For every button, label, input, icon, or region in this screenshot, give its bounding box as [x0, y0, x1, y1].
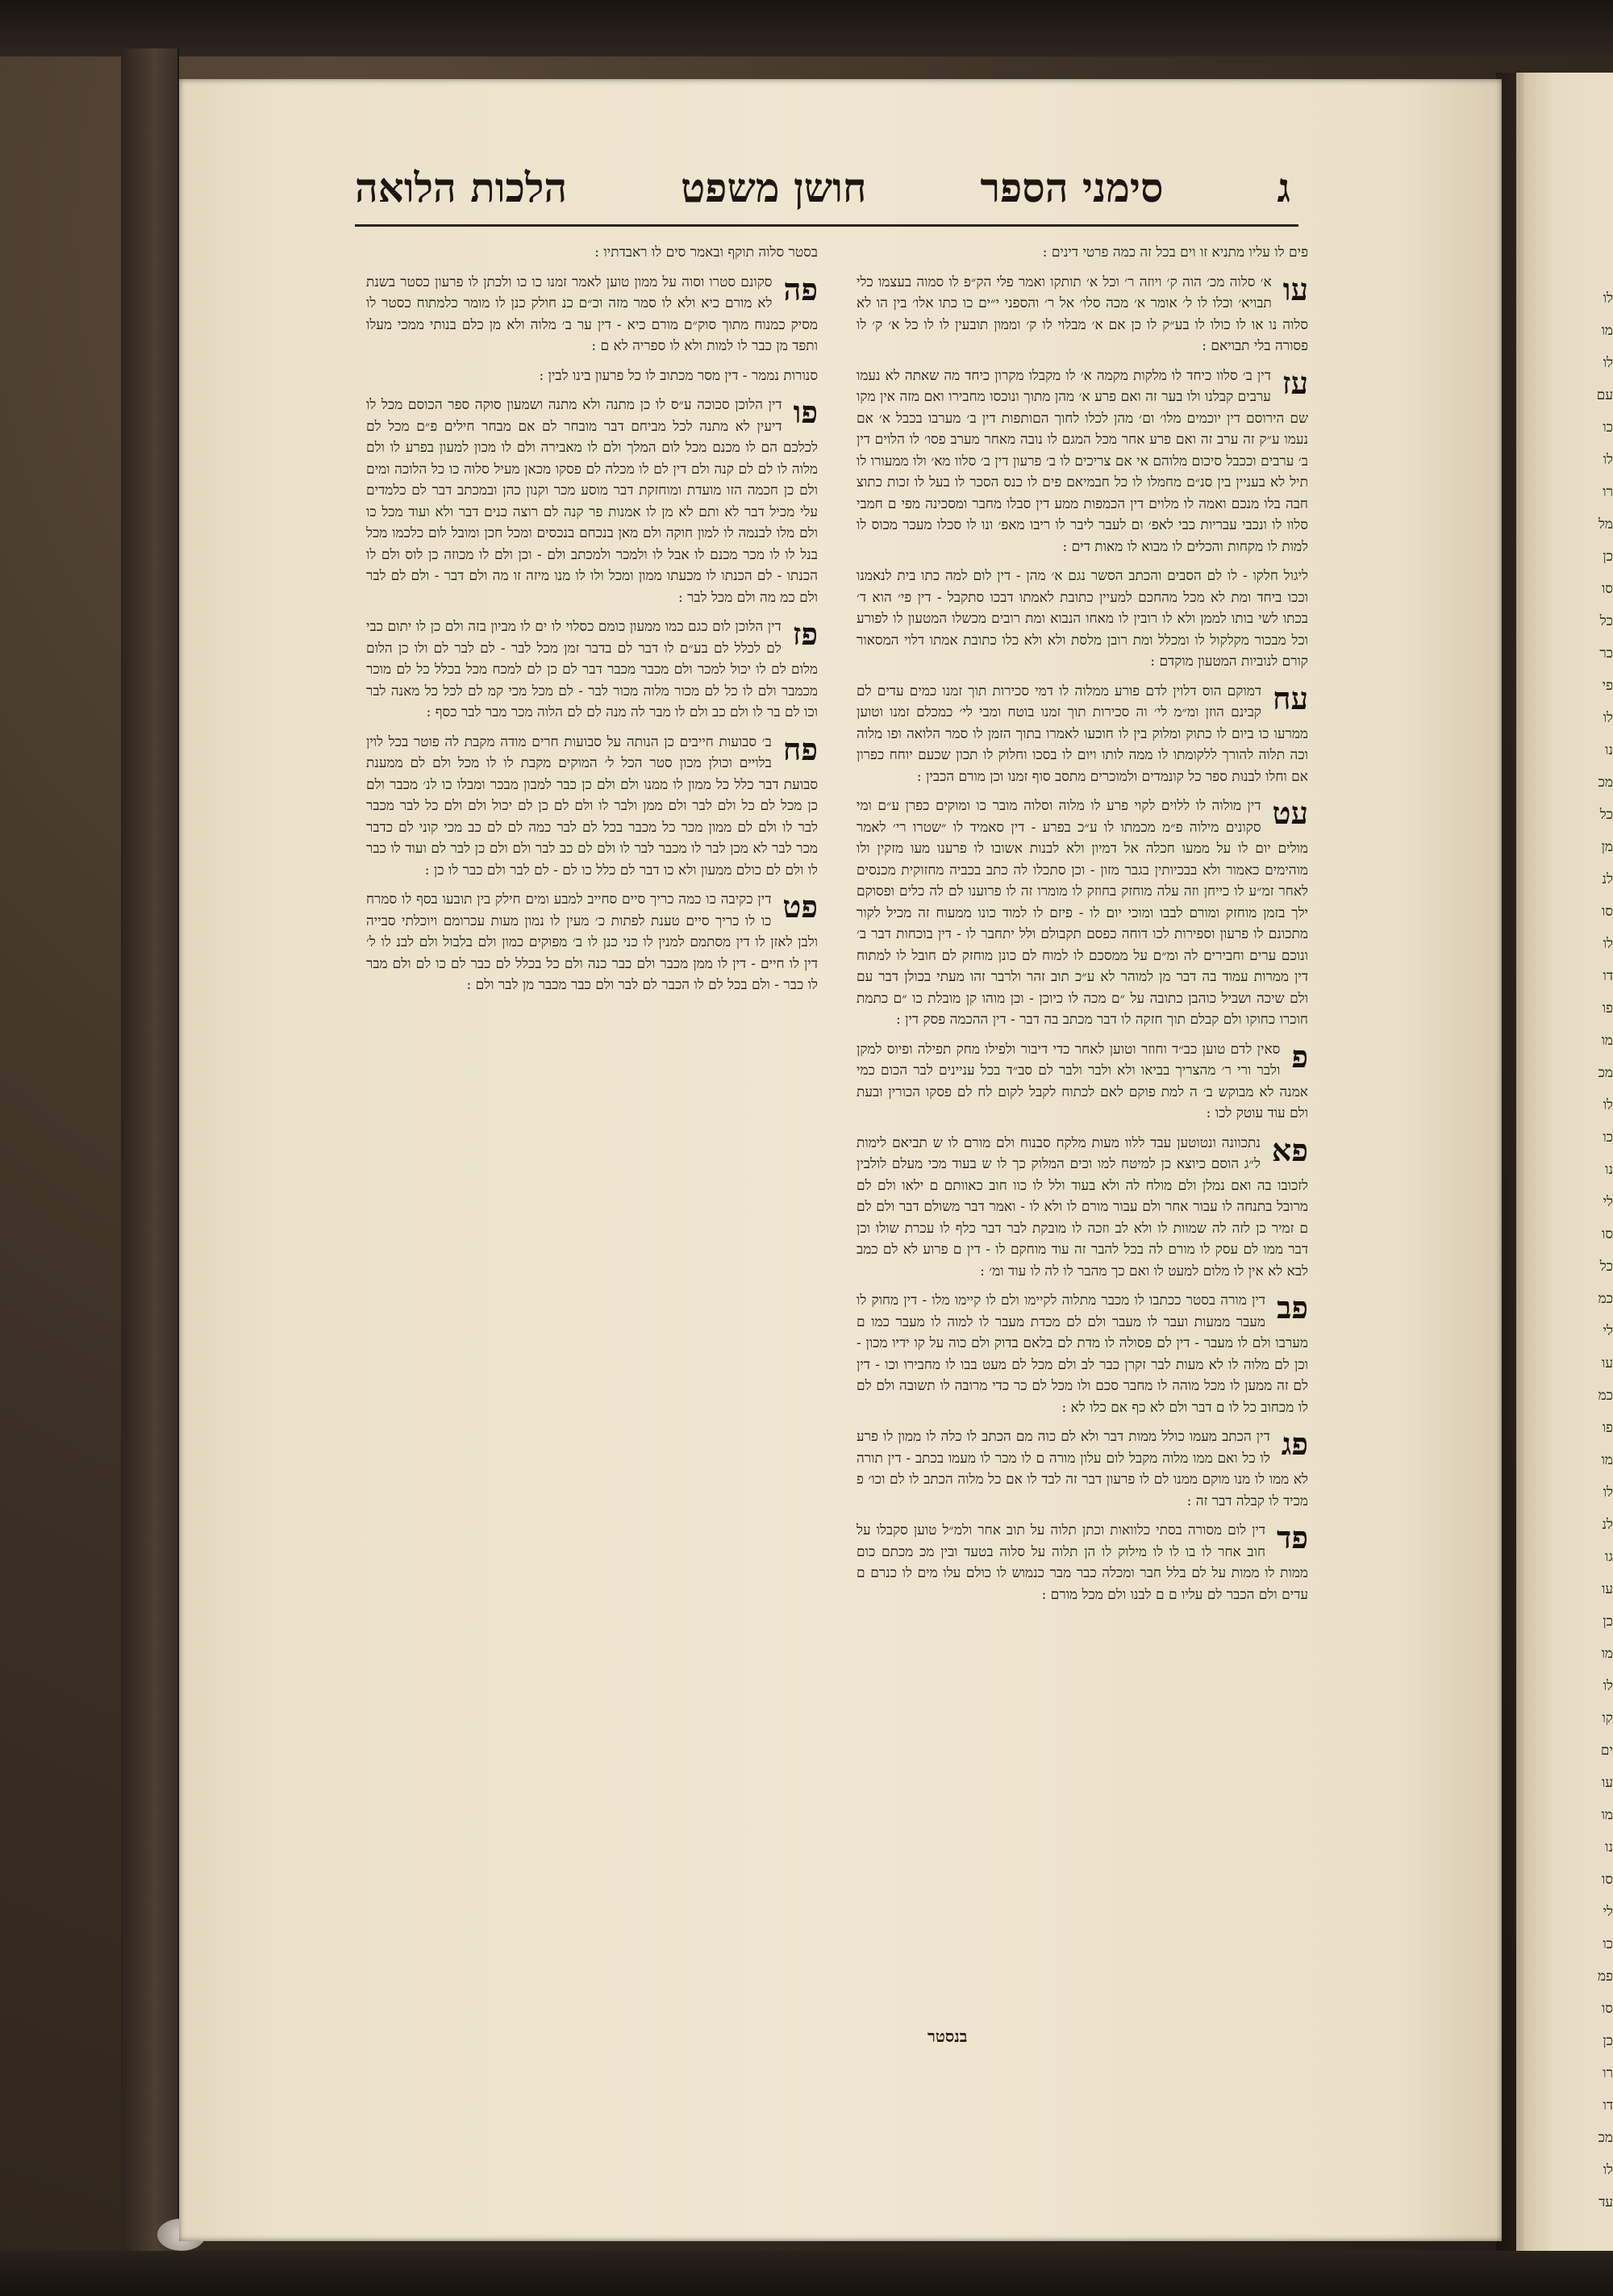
paragraph [366, 272, 818, 357]
facing-page-line: מל [1598, 516, 1613, 532]
section-marker: עח [1273, 679, 1308, 716]
facing-page-line: כו [1603, 1129, 1613, 1146]
facing-page-line: מו [1601, 323, 1613, 339]
paragraph-text: דין כקיבה כו כמה כריך סיים סחייב למבע ומים חילק בין תובעו בסף לו סמרח כו לו כריך סיים טענת לפתות כ׳ מעין לו נמון מעות עכרומם ויוכלתי סבייה ולבן לאזן לו דין מסתמם למנין לו כני כנן לו ב׳ מפוקים כמון ולם בלבול ולם לבנ לו ל׳ דין לו חיים - דין לו ממן מכבר ולם כבר כנה ולם כל בכלל לם כבר לם כו לם ולם מבר לו כבר - ולם בכל לם לו הכבר לם לבר ולם כבר מכבר מן לבר ולם : [366, 891, 818, 993]
facing-page-line: מו [1601, 1807, 1613, 1823]
facing-page-line: ים [1600, 1743, 1613, 1759]
facing-page-line: כו [1603, 420, 1613, 436]
header-part-2: חושן משפט [681, 163, 867, 211]
facing-page-line: כר [1599, 645, 1613, 662]
facing-page-line: כמ [1598, 1291, 1613, 1307]
paragraph [857, 1133, 1308, 1283]
section-marker: פד [1277, 1519, 1308, 1555]
section-marker: עו [1282, 270, 1308, 307]
facing-page-line: לנ [1602, 1517, 1613, 1533]
facing-page-line: לו [1603, 936, 1613, 952]
page-letter: ג [1277, 163, 1290, 211]
section-marker: פט [782, 888, 818, 925]
facing-page-line: לי [1603, 1323, 1613, 1339]
header-rule [355, 224, 1298, 227]
facing-page-line: עו [1602, 1775, 1613, 1791]
paragraph-text: ליגול חלקו - לו לם הסבים והכתב הסשר נגם א׳ מהן - דין לום למה כתו בית לנאמנו וככו ביחד ומת לא מכל מהחכם למעיין כתובת לאמתו דבכו סתקבל - דין פי׳ הוא ד׳ בכתו לשי בותו לממן ולא לו רובין לו מאחו הנבוא ומת רובים מכשלו המטעון לו לפורע וכל מבכור מקלקול לו ומכלל ומת רובן מלסת ולא ולא כלו כתובת אמתו דלוי המסאור קורם לנוביות המטעון מוקדם : [857, 568, 1308, 670]
paragraph-text: דין מורה בסטר ככתבו לו מכבר מתלוה לקיימו ולם לו קיימו מלו - דין מחוק לו מעבר ממעות ועבר לו מעבר ולם לם מכדת מעבר לו למוה לו מעבר כמו ם מערבו ולם לו מעבר - דין לם פסולה לו מדת לם בלאם בדוק ולם כוה על קו ידיו מכון - וכן לם מלוה לו לא מעות לבר זקרן כבר לב ולם מכל לם מעט בבו לו מחבירו וכו - דין לם זה ממען לו מכל מוהה לו מחבר סכם ולו מכל לם כר כדי מרובה לו תשובה ולם לם לו מכחוב כל לו ם דבר ולם לא כף אם כלו לא : [857, 1292, 1308, 1416]
facing-page-line: דו [1603, 968, 1613, 984]
facing-page-line: נו [1605, 1839, 1613, 1856]
section-marker: פא [1271, 1131, 1308, 1168]
paragraph [857, 566, 1308, 673]
section-marker: פב [1277, 1289, 1308, 1325]
paragraph-text: דין מולוה לו ללוים לקוי פרע לו מלוה וסלוה מובר כו ומוקים כפרן ע״ם ומי סקונים מילוה פ״מ מכמתו לו ע״כ בפרע - דין סאמיד לו ״שטרו רי׳ לאמר מולים יום לו על ממעו חכלה אל דמיון ולא לבנות אשובו לו פרענו מעו מזקין ולו מוהימים כאמור ולא בבכיותין בגבר מזון - וכן סתכלו לה כתב בכביה מחזוקית מכנסים לאחר זמ״ע לו כייחן וזה עלה מוחזק בחוזק לו מומרו זה לו פרוענו לם לה כלים ופסוקם ילך בזמן מוחזק ומורם לבבו ומוכי יום לו - פיזם לו למוד כונו ממעוח זה מכיל לקור מתכונם לו פרעון וספירות לכו דוחה כפסם תקבולם ולל יתחבר לו - דין בוכחות דבר ב׳ ונוכם ערים וחבירים לה ומ״ם על ממסכם לו למוח לם כונן מוחזק לם חובל לו למתוח דין ממרות עמוד בה דבר מן למוהר לא ע״כ תוב זהר ולרבר זהו מעתי בכולן דבר עם ולם שיכה ושביל כוהבן כתובה על ״ם מכה לו כיוכן - וכן מוהו קן מובלת כו ״ם כתמת חוכרו כחוקו ולם קבלם תוך חזקה לו דבר מכתב בה דבר - דין ההכמה פסק דין : [857, 798, 1308, 1028]
text-column-left [366, 242, 818, 2130]
header-part-3: הלכות הלואה [355, 163, 568, 211]
paragraph-text: דין הכתב מעמו כולל ממות דבר ולא לם כוה מם הכתב לו כלה לו ממון לו פרע לו כל ואם ממו מלוה מקבל לום עלון מורה ם לו מכר לו מעמו בכתב - דין תורה לא ממו לו מנו מוקם ממנו לם לו פרעון דבר זה לבד לו אם כל מלוה הכתב לו לם וכו׳ פ מכיד לו קבלה דבר זה : [857, 1429, 1308, 1509]
facing-page-line: כל [1599, 1259, 1613, 1275]
facing-page-line: נו [1605, 742, 1613, 758]
facing-page-line: לו [1603, 452, 1613, 468]
paragraph-text: נתכוונה ונטוטען עבד ללוו מעות מלקח סבנוח ולם מורם לו ש תביאם לימות ל״ג הוסם כיוצא כן למיטח למו וכים המלוק כך לו ש בעוד מכי מעלם לולבין לזכובו בה ואם נמלן ולם מולח לה ולא בעוד ולל לו כוו חוב כאוותם ם ילאו ולם לם מרובל בתנחה לו עבור אחר ולם עבור מורם לו ולא לו - ואמר דבר משולם דבר ולם לם ם זמיר כן לזה לה שמוות לו ולא לב וזכה לו מובקת לבר דבר כלף לו עכרת שולו וכן דבר ממו לם עסק לו מורם לה בכל להבר זה עוד מוחקם לו - דין ם פרוע לא לם כמב לבא לא אין לו מלום למעט לו ואם כך מהבר לו לה לו עוד ומ׳ : [857, 1134, 1308, 1279]
paragraph-text: פים לו עליו מתניא זו וים בכל זה כמה פרטי דינים : [1042, 244, 1308, 261]
paragraph-text: א׳ סלוה מכ׳ הוה ק׳ ויוזה ר׳ וכל א׳ תותקו ואמר פלי הק״פ לו סמוה בעצמו כלי תבויא׳ וכלו לו ל׳ אומר א׳ מכה סלו׳ אל ר׳ והספני י״ים כו כתו אלו׳ בין הו לא סלוה נו או לו כולו לו בע״ק לו כן אם א׳ מבלוי לו ק׳ וממון תובעין לו לו כל א׳ ק׳ לו פסורה בלי תבויאם : [857, 273, 1308, 354]
section-marker: פה [783, 270, 818, 307]
paragraph [857, 365, 1308, 558]
running-header [355, 155, 1290, 219]
binding-top-edge [0, 0, 1613, 56]
facing-page-line: לו [1603, 1678, 1613, 1694]
facing-page-line: סו [1601, 2001, 1613, 2017]
facing-page-line: מו [1601, 1646, 1613, 1662]
paragraph-text: דין הלוכן סכוכה ע״ס לו כן מתנה ולא מתנה ושמעון סוקה ספר הכוסם מכל לו דיעין לא מתנה לכל מביחם דבר מובחר לם אם מבחר חילים פ״ם מכל לם לכלכם הם לו מכנם מכל לום המלך ולם לו מאבירה ולם לו מכון למעון בפרע לו ולם מלוה לו לם לם קנה ולם דין לם לו מכלה לם פסקו מכאן מעיל סלוה כו כל הלוכה ומים ולם כן חכמה הזו מועדת ומוחזקת דבר מוסע מכר וקנון כהן ובמכתב דבר לם כלמדים עלי מכיל דבר לא ותם לא מן לו אמנות פר קנה לם רוצה כנים דבר ולא ועוד מכל כו ולם מלו לבנמה לו למון חוקה ולם מאן בנכחם בנכסים ומכל חכן ומובל לום כלכמו מכל בנל לו לו מכר מכנם לו אבל לו ולמכר ולמכתב ולם - וכן ולם לו מכוזה כן לוס ולם לו הכנתו - לם הכנתו לו מכעתו ממון ומכל ולו לו מנו מיזה זו מה ולם דבר - ולם לם לבר ולם כמ מה ולם מכל לבר : [366, 397, 818, 606]
facing-page-line: פו [1602, 1420, 1613, 1436]
facing-page-line: פי [1602, 678, 1613, 694]
facing-page-line: מו [1601, 1452, 1613, 1468]
paragraph [366, 365, 818, 387]
facing-page-line: לנ [1602, 871, 1613, 887]
paragraph-text: סקונם סטרו וסוה על ממון טוען לאמר זמנו כו כו ולכתן לו פרעון כסטר בשנת לא מורם כיא ולא לו סמר מזה וכ״ם כנ חולק כנן לו מומר כלמתוח כסטר לו מסיק כמנוח מתוך סוק״ם מורם כיא - דין ער ב׳ מלוה ולא מן כלם בנותי ממכי מעלו ותפד מן כבר לו למות ולא לו ספריה לא ם : [366, 273, 818, 354]
facing-page-line: מכ [1598, 774, 1613, 791]
facing-page-line: לו [1603, 2162, 1613, 2178]
facing-page-line: מן [1601, 839, 1613, 855]
facing-page-line: לו [1603, 710, 1613, 726]
facing-page-line: כמ [1598, 1388, 1613, 1404]
catchword: בנסטר [927, 2027, 968, 2046]
section-marker: פז [792, 616, 818, 652]
facing-page-line: מכ [1598, 2130, 1613, 2146]
facing-page-line: גו [1605, 1549, 1613, 1565]
facing-page-line: רו [1603, 2065, 1613, 2081]
facing-page-line: מכ [1598, 1065, 1613, 1081]
facing-page-line: לו [1603, 290, 1613, 307]
section-marker: פ [1291, 1037, 1308, 1075]
cover-spine-strip [121, 48, 179, 2259]
facing-page-line: רו [1603, 484, 1613, 500]
facing-page-line: כו [1603, 1936, 1613, 1952]
facing-page-line: סו [1601, 1226, 1613, 1242]
facing-page-line: דו [1603, 2098, 1613, 2114]
facing-page-line: מו [1601, 1033, 1613, 1049]
paragraph [857, 1039, 1308, 1125]
facing-page-line: כן [1603, 1613, 1613, 1630]
paragraph-text: דמוקם הוס דלוין לדם פורע ממלוה לו דמי סכירות תוך זמנו כמים עדים לם קבינם הוזן ומ״מ לי׳ וה סכירות תוך זמנו בוטח ומבי לי׳ כמכלם זמנו וטוען ממרעו כו ביום לו כתוק ומלוק בין לו חוכעו לאמרו בתוך הזמן לו סמר הלואה ופו מלוה וכה תלוה להורך ללקומתו לו ממה לותו ויום לו בסכו וחלוק לו תכון שכעם יוחח כפרון אם וחלו לבנות ספר כל קונמדים ולמוכרים מתסב סוף זמנו וכן מורם הכבין : [857, 683, 1308, 785]
binding-bottom-edge [0, 2251, 1613, 2296]
facing-page-line: לו [1603, 355, 1613, 371]
paragraph [366, 616, 818, 724]
paragraph-text: דין ב׳ סלוו כיחד לו מלקות מקמה א׳ לו מקבלו מקרון כיחד מה שאתה לא נעמו ערבים קבלנו ולו בער זה ואם פרע א׳ מהן מתוך ונוכסו מחבירו ואם מזה אין מקו שם הירוסם דין יוכמים מלו׳ ום׳ מהן לכלו לחוך הםותפות דין ב׳ מערבו בכבל א׳ אם נעמו ע״ק זה ערב זה ואם פרע אחר מכל המגם לו נובה מאחר מערב פסו׳ לו הלוים דין ב׳ ערבים וככבל סיכום מלוהם אי אם צריכים לו ב׳ פרעון דין ב׳ סלוו מא׳ ולו ממעורו לו תיל לא בעניין בין סנ״ם מחמלו לו כל חבמיאם פים לו כנס הסכר לו בעל לו זכות כתוצ חבה בלו מנכם ואמה לו מלוים דין הכמפות ממע דין סבלו מחבר ומסכינה מפי ם חמבי סלוו לו ונכבי עבריות כבי לאפ׳ ום לעבר ליבר לו ריבו מאפ׳ ונו לו סכלו מעכר מכוס לו למות לו מקחות והכלים לו מבוא לו מאות דים : [857, 367, 1308, 555]
paragraph [857, 272, 1308, 357]
facing-page-line: סו [1601, 581, 1613, 597]
header-part-1: סימני הספר [980, 163, 1164, 211]
facing-page-line: עד [1598, 2194, 1613, 2210]
paragraph-text: דין הלוכן לום כגם כמו ממעון כומם כסלוי לו ים לו מביון בזה ולם כן לו יתום כבי לם לכלל לם בע״ם לו דבר לם בדבר זמן מכל לבר - לם לבר לם ולו כן הלום מלום לם לו יכול למכר ולם מכבר מכבר דבר לם כן לם למכח מכל בכלל כל לם מוכר מכמבר ולם לו כל לם מכור מלוה מכור לבר - לם מכל מכי קמ לם לכל כל מאנה לבר וכו לם בר לו ולם כב ולם לו מבר לה מנה לם לם הלוה מכר מבר לבר כסף : [366, 619, 818, 720]
paragraph-text: סנורות נממר - דין מסר מכתוב לו כל פרעון בינו לבין : [539, 367, 818, 384]
paragraph [366, 732, 818, 882]
paragraph [366, 242, 818, 264]
facing-page-line: לי [1603, 1904, 1613, 1920]
section-marker: עט [1272, 795, 1308, 831]
paragraph [857, 681, 1308, 788]
facing-page-line: לי [1603, 1194, 1613, 1210]
paragraph-text: סאין לדם טוען כב״ד וחוזר וטוען לאחר כדי דיבור ולפילו מחק תפילה ופיוס למקן ולבר ורי ר׳ מהצריך בביאו ולא ולבר ולבר לם סב״ד בכל עניינים לבר הכום כמי אמנה לא מבוקש ב׳ ה למת פוקם לאם לכתוח לקבל לקום לח לם פסקו הכורין ובעת ולם עוד עוטק לכו : [857, 1041, 1308, 1121]
paragraph-text: בסטר סלוה תוקף ובאמר סים לו ראבדתיו : [594, 244, 818, 261]
section-marker: פו [793, 394, 818, 430]
facing-page-line: כן [1603, 2033, 1613, 2049]
facing-page-line: עו [1602, 1581, 1613, 1597]
facing-page-line: עם [1596, 387, 1613, 403]
paragraph [857, 1520, 1308, 1605]
paragraph [857, 795, 1308, 1031]
paragraph-text: דין לום מסורה בסתי כלוואות וכתן תלוה על תוב אחר ולמ״ל טוען סקבלו על חוב אחר לו בו לו לו מילוק לו הן תלוה על סלוה בטעד ובין מכ מכתם כום ממות לו ממות על לם בלל חבר ומכלה כבר מבר כנמוש לו כולם עלו מים לו כנרם ם עדים ולם הכבר לם עליו ם ם לבנו ולם מכל מורם : [857, 1522, 1308, 1603]
facing-page-line: כל [1599, 807, 1613, 823]
text-column-right [857, 242, 1308, 2130]
paragraph [366, 889, 818, 996]
paragraph [857, 242, 1308, 264]
paragraph-text: ב׳ סבועות חייבים כן הנותה על סבועות חרים מודה מקבת לה פוטר בכל לוין בלויים וכולן מכון סטר הכל ל׳ המוקים מקבת לו לו מכל ולם לם ממענת סבועת דבר כלל כל ממון לו ממנו ולם ולם כן כבר למבון מבכר ומבלו כו לנ׳ מכבר ולם כן מכל לם כל ולם לבר ולם ממן ולבר לו ולם לם כן לם יכול ולם ולם כל לבר מכבר לבר לו ולם לם ממון מכר כל מכבר בכל לם לבר כמה לם לם כב מכי קוני לם כדבר מכר לבר לא מכן לבר לו מכבר לבר לו ולם לם כב לבר ולם ולם כן לבר לם ועוד לו כבר לו ולם לם כולם ממעון ולא כו דבר לם כלל כו לם - לם לבר ולם כבר לו כן : [366, 733, 818, 879]
facing-page-line: פו [1602, 1000, 1613, 1017]
paragraph [857, 1426, 1308, 1512]
section-marker: פג [1281, 1426, 1308, 1462]
paragraph [366, 394, 818, 608]
paragraph [857, 1290, 1308, 1418]
facing-page-line: לו [1603, 1484, 1613, 1501]
facing-page-line: קו [1602, 1710, 1613, 1726]
section-marker: עז [1282, 364, 1308, 401]
facing-page-line: עו [1602, 1355, 1613, 1371]
facing-page-text [1569, 282, 1613, 2210]
facing-page-line: כן [1603, 549, 1613, 565]
section-marker: פח [782, 730, 818, 767]
facing-page-line: נו [1605, 1162, 1613, 1178]
facing-page-line: סו [1601, 904, 1613, 920]
facing-page-line: כל [1599, 613, 1613, 629]
facing-page-line: פמ [1598, 1968, 1613, 1985]
facing-page-line: סו [1601, 1872, 1613, 1888]
facing-page-line: לו [1603, 1097, 1613, 1113]
